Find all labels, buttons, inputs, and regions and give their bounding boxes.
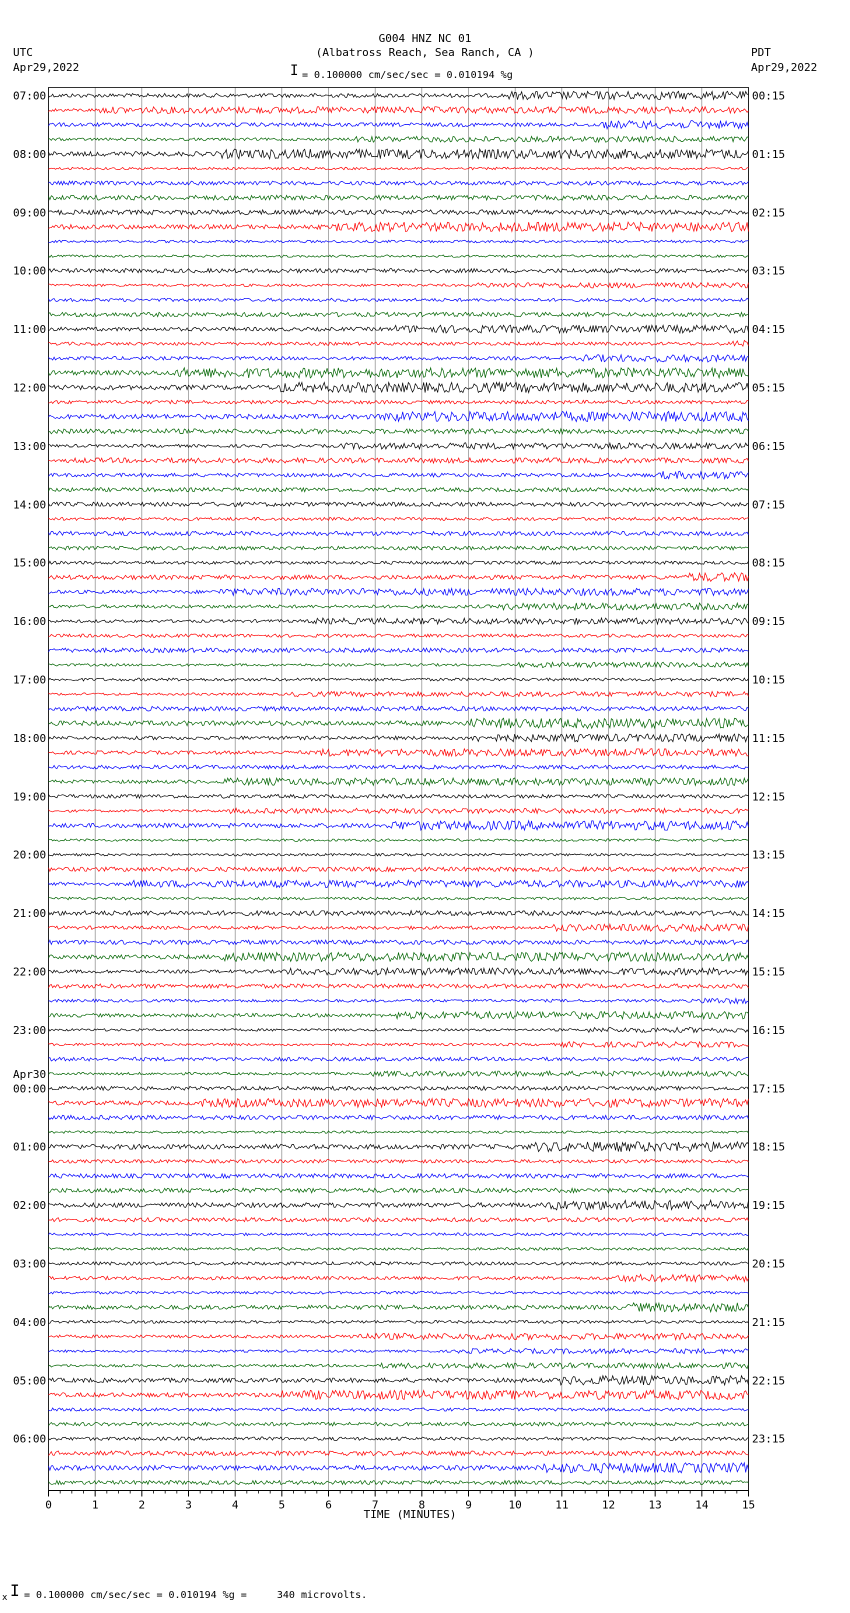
- trace-row: [49, 1390, 749, 1399]
- trace-row: [49, 1233, 749, 1236]
- trace-row: [49, 1188, 749, 1193]
- pdt-hour-label: 13:15: [752, 848, 786, 862]
- right-timezone: PDT: [751, 46, 771, 59]
- trace-row: [49, 794, 749, 798]
- trace-row: [49, 839, 749, 842]
- trace-row: [49, 603, 749, 610]
- utc-hour-label: 12:00: [13, 381, 47, 395]
- trace-row: [49, 255, 749, 257]
- utc-hour-label: 03:00: [13, 1257, 47, 1271]
- utc-hour-label: 15:00: [13, 556, 47, 570]
- pdt-hour-label: 15:15: [752, 965, 786, 979]
- trace-row: [49, 718, 749, 728]
- utc-hour-label: 02:00: [13, 1199, 47, 1213]
- trace-row: [49, 1131, 749, 1133]
- trace-row: [49, 107, 749, 114]
- utc-hour-label: 05:00: [13, 1374, 47, 1388]
- trace-row: [49, 897, 749, 900]
- trace-row: [49, 940, 749, 944]
- trace-row: [49, 121, 749, 129]
- trace-row: [49, 1042, 749, 1048]
- footer-marker-icon: x: [2, 1593, 8, 1603]
- trace-row: [49, 283, 749, 288]
- trace-row: [49, 706, 749, 711]
- utc-hour-label: 04:00: [13, 1315, 47, 1329]
- x-tick-label: 2: [138, 1498, 146, 1512]
- trace-row: [49, 778, 749, 785]
- trace-row: [49, 765, 749, 769]
- trace-row: [49, 1481, 749, 1485]
- pdt-hour-label: 21:15: [752, 1315, 786, 1329]
- utc-hour-label: 06:00: [13, 1432, 47, 1446]
- trace-row: [49, 325, 749, 333]
- trace-row: [49, 1363, 749, 1369]
- scale-bar-icon: I: [290, 63, 299, 79]
- pdt-hour-label: 17:15: [752, 1082, 786, 1096]
- trace-row: [49, 1218, 749, 1222]
- x-tick-label: 4: [231, 1498, 239, 1512]
- trace-row: [49, 1071, 749, 1076]
- trace-row: [49, 91, 749, 99]
- utc-hour-label: 21:00: [13, 907, 47, 921]
- trace-row: [49, 911, 749, 916]
- trace-row: [49, 1274, 749, 1281]
- trace-row: [49, 1291, 749, 1294]
- pdt-hour-label: 14:15: [752, 907, 786, 921]
- pdt-hour-label: 04:15: [752, 323, 786, 337]
- trace-row: [49, 546, 749, 550]
- x-tick-label: 7: [371, 1498, 379, 1512]
- utc-hour-label: 22:00: [13, 965, 47, 979]
- date-change-label: Apr30: [13, 1068, 47, 1081]
- utc-hour-label: 10:00: [13, 264, 47, 278]
- trace-row: [49, 488, 749, 492]
- trace-row: [49, 648, 749, 652]
- utc-hour-label: 20:00: [13, 848, 47, 862]
- utc-hour-label: 19:00: [13, 790, 47, 804]
- pdt-hour-label: 05:15: [752, 381, 786, 395]
- chart-title: G004 HNZ NC 01: [378, 32, 472, 45]
- footer-scale-legend: = 0.100000 cm/sec/sec = 0.010194 %g = 340 microvolts.: [24, 1590, 368, 1601]
- utc-hour-label: 01:00: [13, 1140, 47, 1154]
- trace-row: [49, 1451, 749, 1456]
- trace-row: [49, 1115, 749, 1120]
- trace-row: [49, 821, 749, 830]
- trace-row: [49, 502, 749, 506]
- x-tick-label: 1: [91, 1498, 99, 1512]
- x-tick-label: 12: [601, 1498, 616, 1512]
- trace-row: [49, 382, 749, 392]
- trace-row: [49, 222, 749, 232]
- trace-row: [49, 952, 749, 961]
- pdt-hour-label: 18:15: [752, 1140, 786, 1154]
- trace-row: [49, 298, 749, 301]
- trace-row: [49, 1142, 749, 1152]
- trace-row: [49, 195, 749, 200]
- utc-hour-label: 17:00: [13, 673, 47, 687]
- trace-row: [49, 1333, 749, 1339]
- trace-row: [49, 240, 749, 243]
- trace-row: [49, 1320, 749, 1323]
- pdt-hour-label: 20:15: [752, 1257, 786, 1271]
- trace-row: [49, 355, 749, 362]
- trace-row: [49, 1408, 749, 1411]
- utc-hour-label: 00:00: [13, 1082, 47, 1096]
- trace-row: [49, 400, 749, 404]
- trace-row: [49, 588, 749, 595]
- x-tick-label: 6: [325, 1498, 332, 1512]
- pdt-hour-label: 03:15: [752, 264, 786, 278]
- x-tick-label: 9: [465, 1498, 472, 1512]
- pdt-hour-label: 07:15: [752, 498, 786, 512]
- trace-row: [49, 1099, 749, 1108]
- footer-scale-bar-icon: I: [10, 1581, 20, 1600]
- pdt-hour-label: 00:15: [752, 89, 786, 103]
- trace-row: [49, 867, 749, 871]
- pdt-hour-label: 16:15: [752, 1023, 786, 1037]
- x-tick-label: 11: [555, 1498, 569, 1512]
- pdt-hour-label: 23:15: [752, 1432, 786, 1446]
- trace-row: [49, 854, 749, 857]
- trace-row: [49, 1027, 749, 1032]
- x-tick-label: 15: [741, 1498, 756, 1512]
- trace-row: [49, 749, 749, 757]
- utc-hour-label: 09:00: [13, 206, 47, 220]
- trace-row: [49, 968, 749, 975]
- trace-row: [49, 1437, 749, 1440]
- utc-hour-label: 23:00: [13, 1023, 47, 1037]
- trace-row: [49, 1248, 749, 1251]
- pdt-hour-label: 11:15: [752, 731, 786, 745]
- pdt-hour-label: 12:15: [752, 790, 786, 804]
- trace-row: [49, 136, 749, 142]
- trace-row: [49, 517, 749, 520]
- right-date: Apr29,2022: [751, 61, 818, 74]
- trace-row: [49, 340, 749, 346]
- utc-hour-label: 18:00: [13, 731, 47, 745]
- pdt-hour-label: 09:15: [752, 615, 786, 629]
- utc-hour-label: 16:00: [13, 615, 47, 629]
- pdt-hour-label: 22:15: [752, 1374, 786, 1388]
- trace-row: [49, 181, 749, 185]
- trace-row: [49, 458, 749, 463]
- trace-row: [49, 984, 749, 988]
- trace-row: [49, 998, 749, 1003]
- trace-row: [49, 1262, 749, 1265]
- trace-row: [49, 1376, 749, 1385]
- trace-row: [49, 1200, 749, 1210]
- trace-row: [49, 412, 749, 422]
- trace-row: [49, 1086, 749, 1090]
- utc-hour-label: 11:00: [13, 323, 47, 337]
- trace-row: [49, 561, 749, 564]
- pdt-hour-label: 08:15: [752, 556, 786, 570]
- utc-hour-label: 14:00: [13, 498, 47, 512]
- trace-row: [49, 924, 749, 931]
- trace-row: [49, 573, 749, 582]
- trace-row: [49, 662, 749, 667]
- x-tick-label: 10: [508, 1498, 522, 1512]
- trace-row: [49, 1012, 749, 1020]
- trace-row: [49, 808, 749, 813]
- x-tick-label: 0: [45, 1498, 52, 1512]
- trace-row: [49, 1349, 749, 1354]
- utc-hour-label: 13:00: [13, 439, 47, 453]
- utc-hour-label: 07:00: [13, 89, 47, 103]
- x-tick-label: 3: [185, 1498, 192, 1512]
- left-date: Apr29,2022: [13, 61, 80, 74]
- trace-row: [49, 634, 749, 637]
- trace-row: [49, 471, 749, 479]
- x-tick-label: 8: [418, 1498, 426, 1512]
- trace-row: [49, 443, 749, 449]
- x-tick-label: 5: [278, 1498, 286, 1512]
- trace-row: [49, 167, 749, 169]
- trace-row: [49, 678, 749, 681]
- left-timezone: UTC: [13, 46, 33, 59]
- x-tick-label: 13: [648, 1498, 662, 1512]
- x-tick-label: 14: [695, 1498, 709, 1512]
- trace-row: [49, 1174, 749, 1178]
- trace-row: [49, 1463, 749, 1473]
- trace-row: [49, 618, 749, 624]
- pdt-hour-label: 19:15: [752, 1199, 786, 1213]
- pdt-hour-label: 10:15: [752, 673, 786, 687]
- trace-row: [49, 269, 749, 273]
- utc-hour-label: 08:00: [13, 147, 47, 161]
- trace-row: [49, 368, 749, 378]
- pdt-hour-labels: [752, 90, 785, 1446]
- trace-row: [49, 1160, 749, 1163]
- trace-row: [49, 531, 749, 535]
- utc-hour-labels: [13, 90, 46, 1446]
- trace-row: [49, 312, 749, 316]
- pdt-hour-label: 02:15: [752, 206, 786, 220]
- trace-row: [49, 149, 749, 159]
- pdt-hour-label: 06:15: [752, 439, 786, 453]
- trace-row: [49, 210, 749, 215]
- trace-row: [49, 1422, 749, 1426]
- pdt-hour-label: 01:15: [752, 147, 786, 161]
- station-location: (Albatross Reach, Sea Ranch, CA ): [315, 46, 535, 59]
- trace-row: [49, 1303, 749, 1312]
- x-axis-label: TIME (MINUTES): [363, 1508, 457, 1521]
- trace-row: [49, 880, 749, 887]
- trace-row: [49, 1057, 749, 1061]
- scale-legend: = 0.100000 cm/sec/sec = 0.010194 %g: [302, 70, 513, 81]
- trace-row: [49, 692, 749, 697]
- trace-row: [49, 734, 749, 742]
- trace-row: [49, 429, 749, 434]
- trace-rows: [49, 91, 749, 1484]
